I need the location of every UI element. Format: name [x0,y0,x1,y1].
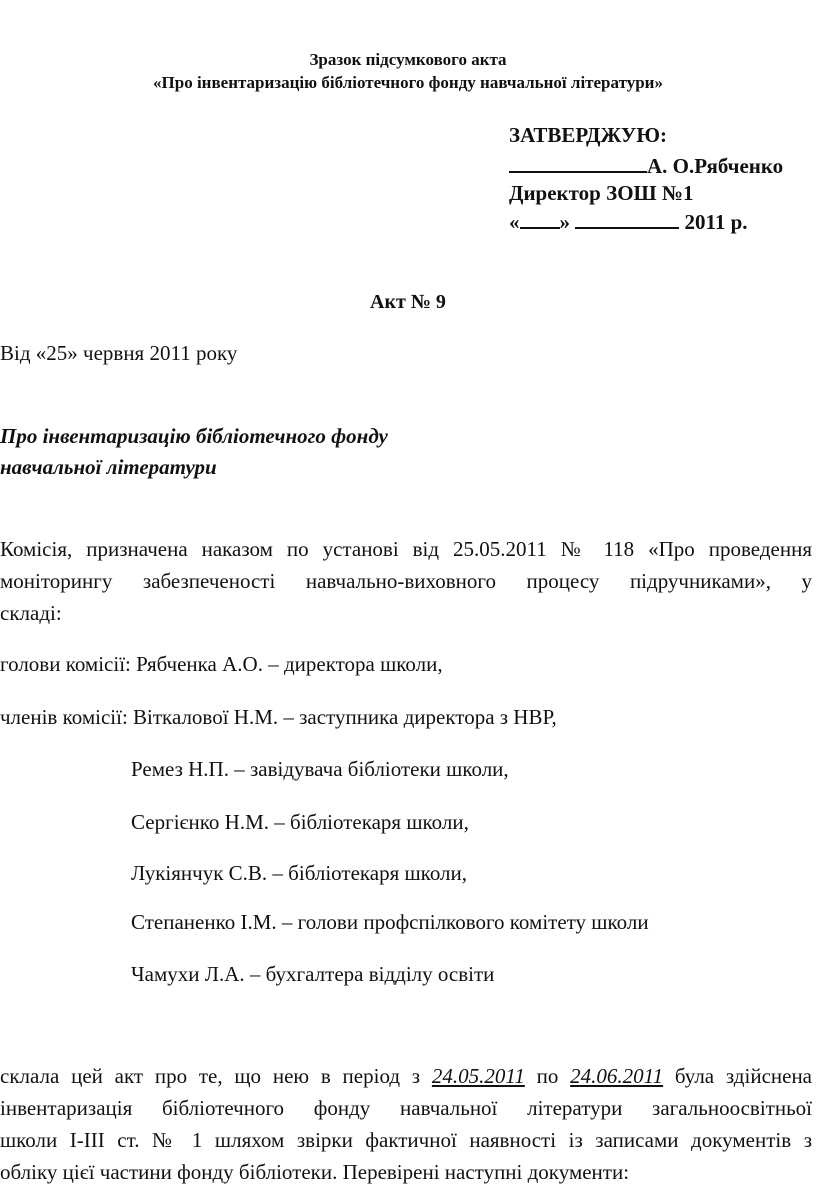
conclusion-line2: інвентаризація бібліотечного фонду навчальної літератури загальноосвітньої [0,1096,812,1120]
approval-signer: А. О.Рябченко [647,154,784,178]
document-subheading: «Про інвентаризацію бібліотечного фонду навчальної літератури» [153,73,663,92]
act-subject-line1: Про інвентаризацію бібліотечного фонду [0,424,388,448]
conclusion-line1 [0,1064,812,1089]
period-start-date: 24.05.2011 [431,1064,525,1088]
conclusion-text-c: була здійснена [663,1064,813,1088]
commission-member: Степаненко І.М. – голови профспілкового комітету школи [131,910,649,934]
commission-line2: моніторингу забезпеченості навчально-виховного процесу підручниками», у [0,569,812,593]
commission-member: Лукіянчук С.В. – бібліотекаря школи, [131,861,468,885]
act-date: Від «25» червня 2011 року [0,341,238,365]
approval-date-line [509,209,748,235]
approval-year: 2011 р. [684,210,748,234]
conclusion-text-b: по [524,1064,571,1088]
date-open-quote: « [509,210,520,234]
approval-title: ЗАТВЕРДЖУЮ: [509,123,667,147]
conclusion-line3: школи І-ІІІ ст. № 1 шляхом звірки фактичної наявності із записами документів з [0,1128,812,1152]
conclusion-line4: обліку цієї частини фонду бібліотеки. Перевірені наступні документи: [0,1160,630,1184]
commission-head: голови комісії: Рябченка А.О. – директора школи, [0,652,443,676]
commission-members-intro: членів комісії: Віткалової Н.М. – заступника директора з НВР, [0,705,557,729]
signature-blank [509,153,647,173]
act-subject-line2: навчальної літератури [0,455,217,479]
month-blank [575,209,679,229]
approval-signer-line [509,153,783,179]
conclusion-text-a: склала цей акт про те, що нею в період з [0,1064,432,1088]
date-close-quote: » [559,210,570,234]
commission-member: Ремез Н.П. – завідувача бібліотеки школи, [131,757,509,781]
commission-member: Сергієнко Н.М. – бібліотекаря школи, [131,810,469,834]
commission-line1: Комісія, призначена наказом по установі від 25.05.2011 № 118 «Про проведення [0,537,812,561]
act-title: Акт № 9 [370,291,446,313]
day-blank [520,209,560,229]
period-end-date: 24.06.2011 [570,1064,664,1088]
document-heading: Зразок підсумкового акта [309,50,507,69]
commission-member: Чамухи Л.А. – бухгалтера відділу освіти [131,962,495,986]
approval-position: Директор ЗОШ №1 [509,181,694,205]
commission-line3: складі: [0,601,62,625]
